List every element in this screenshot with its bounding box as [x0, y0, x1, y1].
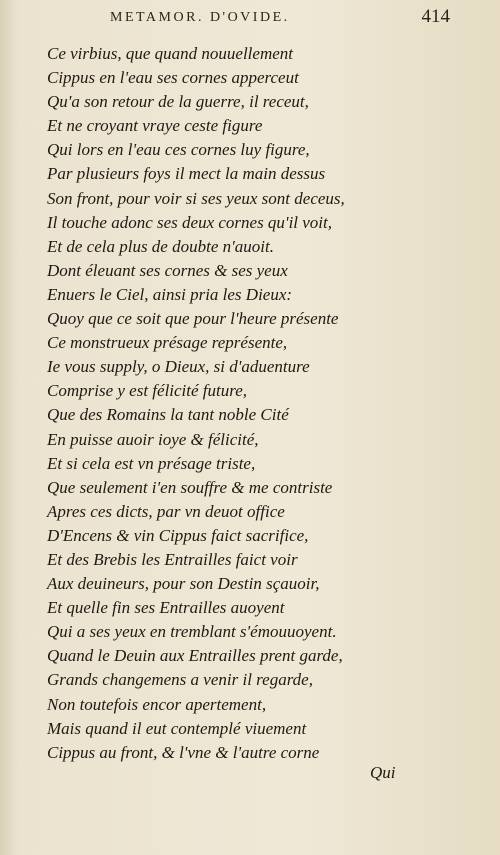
verse-line: Cippus en l'eau ses cornes apperceut [47, 68, 299, 88]
page-number: 414 [421, 6, 450, 27]
verse-line: Ie vous supply, o Dieux, si d'aduenture [47, 357, 310, 377]
verse-line: Ce virbius, que quand nouuellement [47, 44, 293, 63]
verse-line: Que seulement i'en souffre & me contriste [47, 477, 333, 497]
verse-line: Et si cela est vn présage triste, [47, 453, 256, 473]
verse-line: Qu'a son retour de la guerre, il receut, [47, 92, 309, 112]
verse-line: Aux deuineurs, pour son Destin sçauoir, [47, 574, 320, 594]
verse-line: Enuers le Ciel, ainsi pria les Dieux: [47, 284, 293, 304]
verse-line: Qui lors en l'eau ces cornes luy figure, [47, 140, 310, 160]
verse-line: Et des Brebis les Entrailles faict voir [47, 549, 298, 569]
verse-line: Non toutefois encor apertement, [47, 694, 267, 714]
verse-line: Par plusieurs foys il mect la main dessus [47, 164, 326, 184]
verse-line: Son front, pour voir si ses yeux sont deceus, [47, 188, 345, 208]
page-header [110, 6, 450, 34]
verse-line: D'Encens & vin Cippus faict sacrifice, [47, 525, 309, 545]
verse-line: Quoy que ce soit que pour l'heure présente [47, 309, 339, 329]
verse-line: Grands changemens a venir il regarde, [47, 670, 313, 690]
verse-block [47, 42, 467, 765]
verse-line: Qui a ses yeux en tremblant s'émouuoyent. [47, 622, 337, 642]
verse-line: Ce monstrueux présage représente, [47, 333, 288, 353]
running-title: METAMOR. D'OVIDE. [110, 10, 290, 25]
verse-line: Quand le Deuin aux Entrailles prent garde, [47, 646, 343, 666]
verse-line: Et ne croyant vraye ceste figure [47, 116, 263, 136]
verse-line: Et de cela plus de doubte n'auoit. [47, 236, 274, 256]
verse-line: Comprise y est félicité future, [47, 381, 248, 401]
verse-line: Et quelle fin ses Entrailles auoyent [47, 598, 285, 618]
verse-line: Cippus au front, & l'vne & l'autre corne [47, 742, 320, 762]
verse-line: Que des Romains la tant noble Cité [47, 405, 289, 425]
verse-line: Apres ces dicts, par vn deuot office [47, 501, 285, 521]
verse-line: En puisse auoir ioye & félicité, [47, 429, 259, 449]
verse-line: Il touche adonc ses deux cornes qu'il voit, [47, 212, 333, 232]
verse-line: Dont éleuant ses cornes & ses yeux [47, 260, 288, 280]
verse-line: Mais quand il eut contemplé viuement [47, 718, 307, 738]
catchword: Qui [370, 763, 396, 782]
